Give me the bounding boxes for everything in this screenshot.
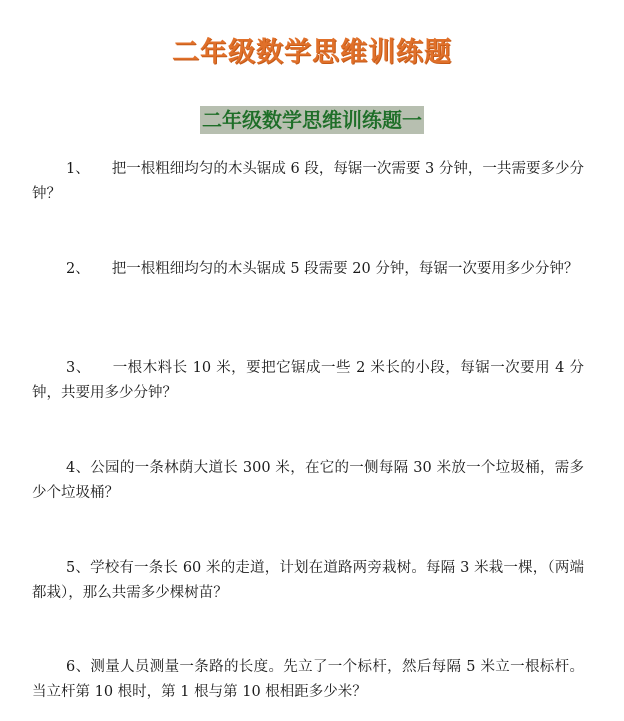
- question-number: 2、: [66, 261, 90, 277]
- question-text: 测量人员测量一条路的长度。先立了一个标杆，然后每隔 5 米立一根标杆。当立杆第 10 根时，第 1 根与第 10 根相距多少米？: [32, 659, 584, 700]
- question-number: 6、: [66, 659, 91, 675]
- page-title: 二年级数学思维训练题: [172, 37, 452, 68]
- question-number: 5、: [66, 560, 91, 576]
- question-6: [32, 655, 584, 705]
- question-3: [32, 356, 584, 406]
- question-text: 把一根粗细均匀的木头锯成 5 段需要 20 分钟，每锯一次要用多少分钟？: [111, 261, 579, 277]
- question-text: 把一根粗细均匀的木头锯成 6 段，每锯一次需要 3 分钟，一共需要多少分钟？: [32, 161, 584, 202]
- question-number: 4、: [66, 460, 91, 476]
- question-text: 学校有一条长 60 米的走道，计划在道路两旁栽树。每隔 3 米栽一棵，（两端都栽），那么共需多少棵树苗？: [32, 560, 584, 601]
- question-4: [32, 456, 584, 506]
- question-2: [32, 257, 584, 282]
- question-5: [32, 556, 584, 606]
- question-text: 一根木料长 10 米，要把它锯成一些 2 米长的小段，每锯一次要用 4 分钟，共要用多少分钟？: [32, 360, 584, 401]
- section-title-wrap: [0, 106, 624, 134]
- question-text: 公园的一条林荫大道长 300 米，在它的一侧每隔 30 米放一个垃圾桶，需多少个垃圾桶？: [32, 460, 585, 501]
- question-1: [32, 157, 584, 207]
- question-number: 3、: [66, 360, 91, 376]
- section-title: 二年级数学思维训练题一: [202, 108, 422, 132]
- question-number: 1、: [66, 161, 90, 177]
